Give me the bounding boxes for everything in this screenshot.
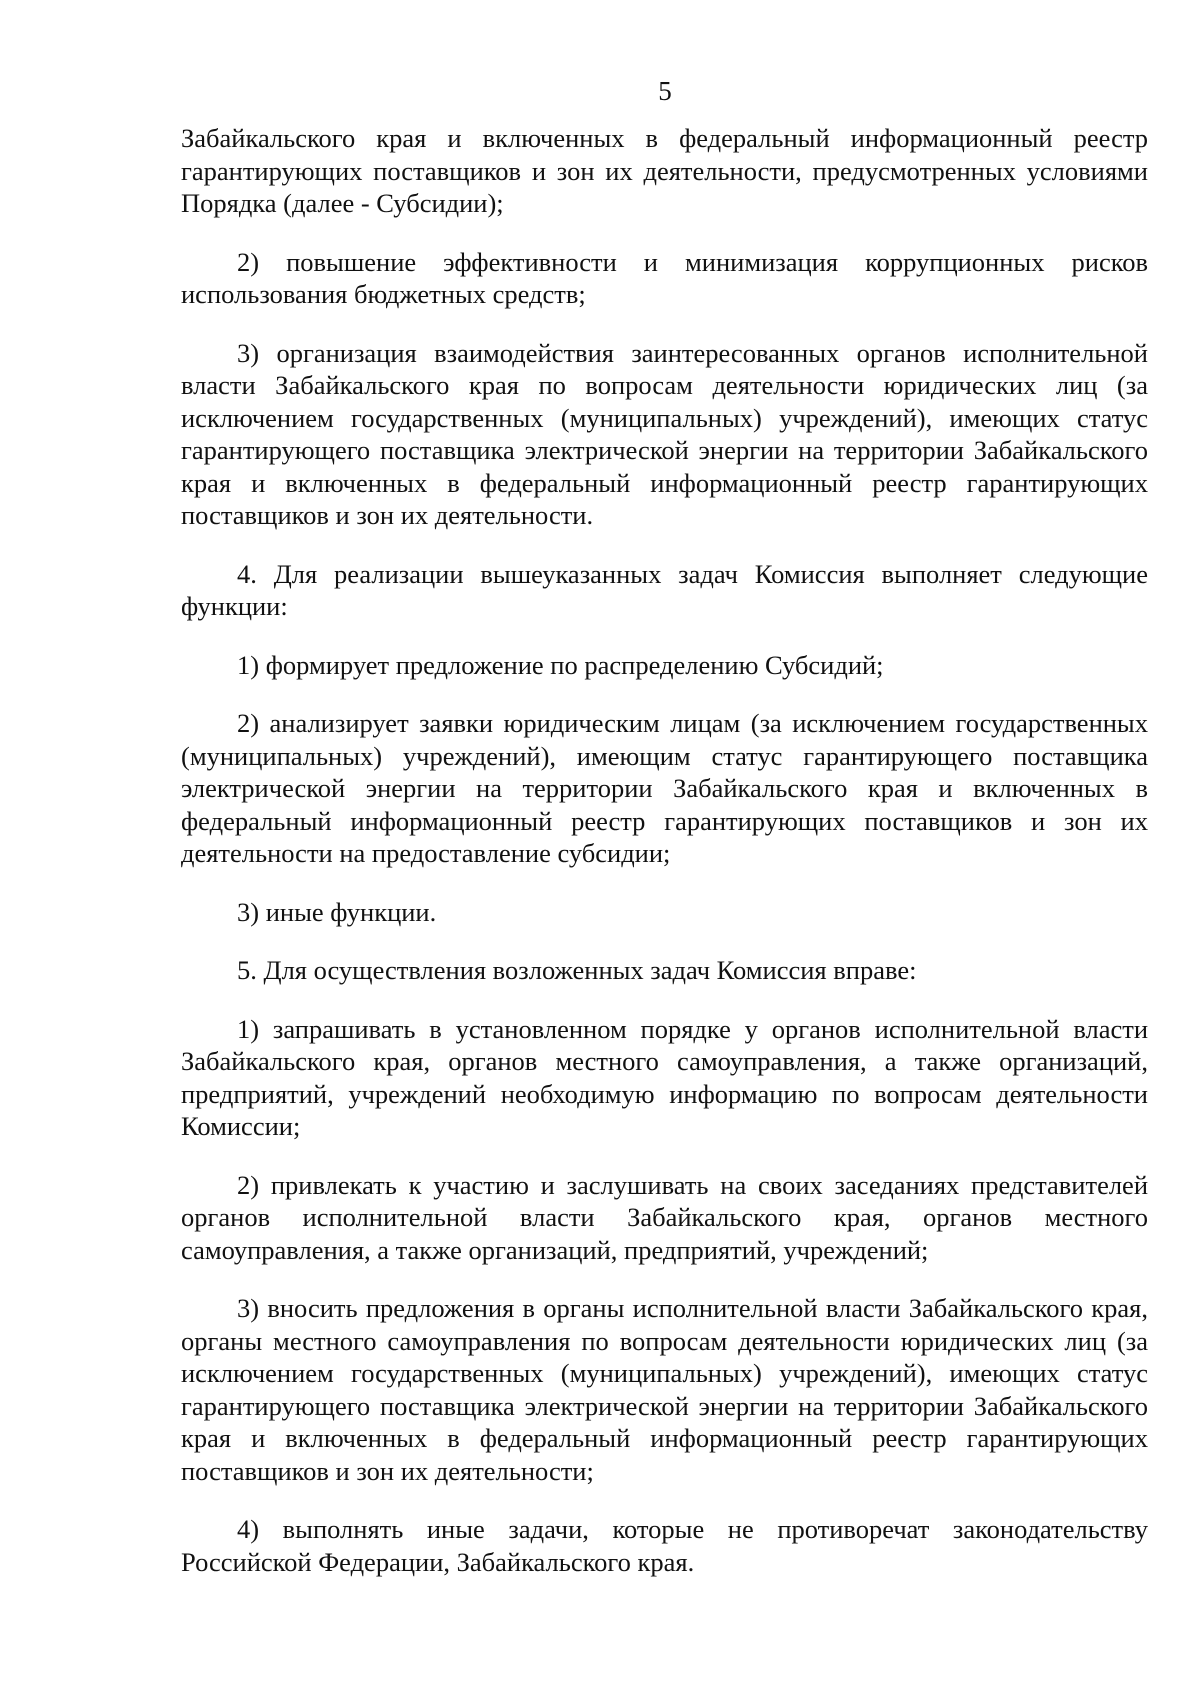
paragraph-function-3: 3) иные функции. bbox=[237, 896, 437, 927]
paragraph-right-1: 1) запрашивать в установленном порядке у органов исполнительной власти Забайкальского края, органов местного самоуправления, а также организаций, предприятий, учреждений необходимую информацию по вопросам деятельности Комиссии; bbox=[181, 1013, 1148, 1141]
paragraph-right-2: 2) привлекать к участию и заслушивать на своих заседаниях представителей органов исполнительной власти Забайкальского края, органов местного самоуправления, а также организаций, предприятий, учреждений; bbox=[181, 1169, 1148, 1265]
paragraph-section-5: 5. Для осуществления возложенных задач Комиссия вправе: bbox=[237, 955, 917, 985]
paragraph-function-2: 2) анализирует заявки юридическим лицам (за исключением государственных (муниципальных) учреждений), имеющим статус гарантирующего поставщика электрической энергии на территории Забайкальского края и включенных в федеральный информационный реестр гарантирующих поставщиков и зон их деятельности на предоставление субсидии; bbox=[181, 708, 1148, 868]
paragraph-right-4: 4) выполнять иные задачи, которые не противоречат законодательству Российской Федерации, Забайкальского края. bbox=[181, 1514, 1148, 1577]
paragraph-section-4: 4. Для реализации вышеуказанных задач Комиссия выполняет следующие функции: bbox=[181, 558, 1148, 621]
paragraph-task-3: 3) организация взаимодействия заинтересованных органов исполнительной власти Забайкальского края по вопросам деятельности юридических лиц (за исключением государственных (муниципальных) учреждений), имеющих статус гарантирующего поставщика электрической энергии на территории Забайкальского края и включенных в федеральный информационный реестр гарантирующих поставщиков и зон их деятельности. bbox=[181, 337, 1148, 530]
paragraph-task-2: 2) повышение эффективности и минимизация коррупционных рисков использования бюджетных средств; bbox=[181, 246, 1148, 309]
document-body bbox=[181, 122, 1148, 1604]
paragraph-function-1: 1) формирует предложение по распределению Субсидий; bbox=[237, 649, 884, 680]
page-number: 5 bbox=[658, 76, 672, 106]
paragraph-right-3: 3) вносить предложения в органы исполнительной власти Забайкальского края, органы местного самоуправления по вопросам деятельности юридических лиц (за исключением государственных (муниципальных) учреждений), имеющих статус гарантирующего поставщика электрической энергии на территории Забайкальского края и включенных в федеральный информационный реестр гарантирующих поставщиков и зон их деятельности; bbox=[181, 1293, 1148, 1486]
paragraph-continuation: Забайкальского края и включенных в федеральный информационный реестр гарантирующих поставщиков и зон их деятельности, предусмотренных условиями Порядка (далее - Субсидии); bbox=[181, 123, 1148, 218]
